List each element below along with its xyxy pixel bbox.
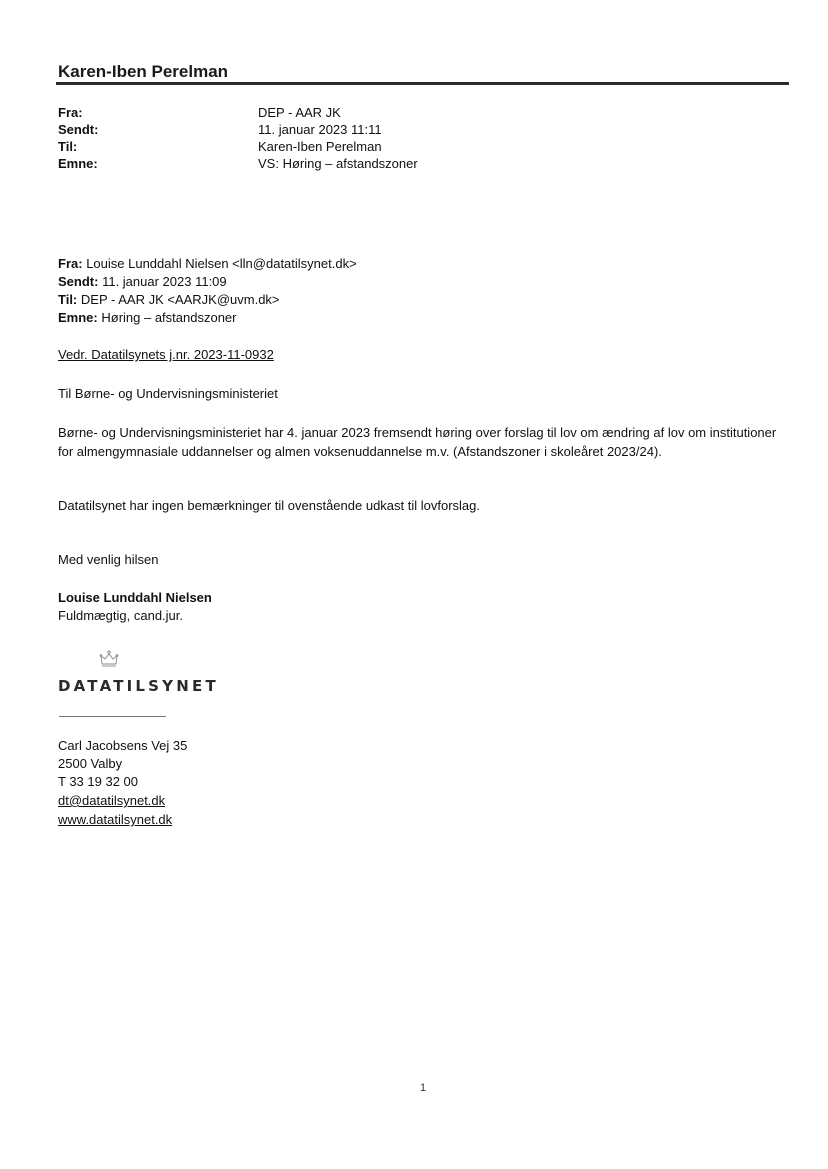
outer-subject-value: VS: Høring – afstandszoner <box>258 156 418 171</box>
closing: Med venlig hilsen <box>58 552 159 567</box>
signature-name: Louise Lunddahl Nielsen <box>58 590 212 605</box>
header-divider <box>56 82 789 85</box>
address-line-1: Carl Jacobsens Vej 35 <box>58 738 188 753</box>
salutation: Til Børne- og Undervisningsministeriet <box>58 386 278 401</box>
signature-title: Fuldmægtig, cand.jur. <box>58 608 184 623</box>
inner-to-value: DEP - AAR JK <AARJK@uvm.dk> <box>80 292 280 307</box>
outer-subject-label: Emne: <box>58 156 98 171</box>
datatilsynet-logo: DATATILSYNET <box>58 677 219 695</box>
address-line-2: 2500 Valby <box>58 756 123 771</box>
outer-sent-label: Sendt: <box>58 122 99 137</box>
inner-sent-value: 11. januar 2023 11:09 <box>102 274 227 289</box>
inner-subject-line <box>58 309 236 327</box>
signature-divider <box>59 716 166 717</box>
outer-from-value: DEP - AAR JK <box>258 105 341 120</box>
email-link[interactable]: dt@datatilsynet.dk <box>58 793 166 808</box>
document-owner: Karen-Iben Perelman <box>58 62 229 81</box>
inner-sent-line <box>58 273 227 291</box>
inner-from-line <box>58 255 357 273</box>
inner-subject-label: Emne: <box>58 310 98 325</box>
outer-to-label: Til: <box>58 139 78 154</box>
body-paragraph-2: Datatilsynet har ingen bemærkninger til ovenstående udkast til lovforslag. <box>58 498 481 513</box>
outer-to-value: Karen-Iben Perelman <box>258 139 382 154</box>
inner-to-line <box>58 291 280 309</box>
inner-to-label: Til: <box>58 292 78 307</box>
inner-subject-value: Høring – afstandszoner <box>101 310 237 325</box>
outer-from-label: Fra: <box>58 105 83 120</box>
phone-number: T 33 19 32 00 <box>58 774 138 789</box>
case-reference: Vedr. Datatilsynets j.nr. 2023-11-0932 <box>58 347 274 362</box>
crown-icon <box>99 650 119 668</box>
website-link[interactable]: www.datatilsynet.dk <box>58 812 173 827</box>
page-number: 1 <box>420 1082 427 1094</box>
outer-sent-value: 11. januar 2023 11:11 <box>258 122 382 137</box>
inner-from-value: Louise Lunddahl Nielsen <lln@datatilsynet.dk> <box>86 256 357 271</box>
inner-from-label: Fra: <box>58 256 83 271</box>
inner-sent-label: Sendt: <box>58 274 99 289</box>
body-paragraph-1: Børne- og Undervisningsministeriet har 4. januar 2023 fremsendt høring over forslag til lov om ændring af lov om institutioner for almengymnasiale uddannelser og almen voksenuddannelse m.v. (Afstandszoner i skoleåret 2023/24). <box>58 425 777 459</box>
